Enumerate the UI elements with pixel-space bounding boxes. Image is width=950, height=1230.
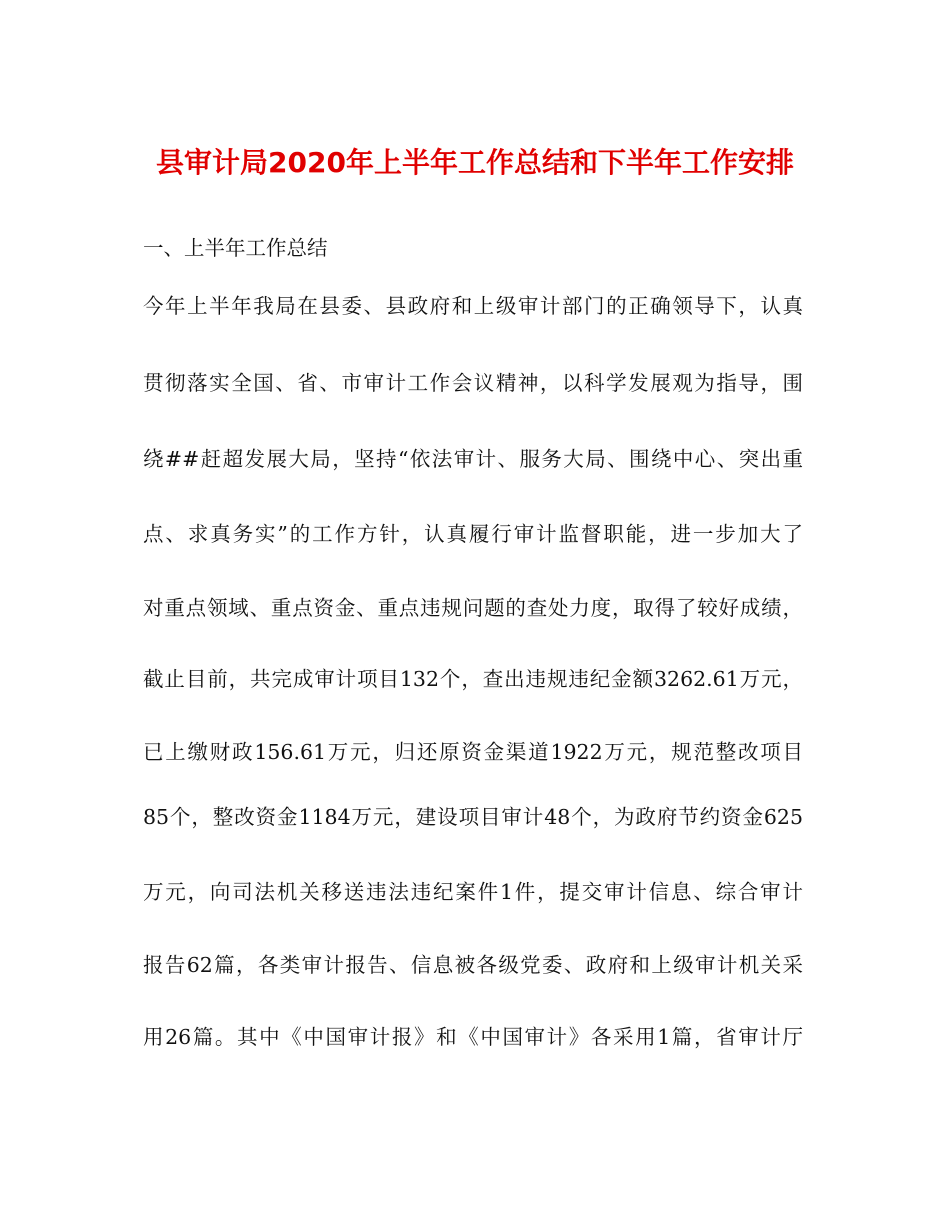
body-line: 报告62篇，各类审计报告、信息被各级党委、政府和上级审计机关采 — [143, 953, 803, 977]
body-line: 万元，向司法机关移送违法违纪案件1件，提交审计信息、综合审计 — [143, 880, 803, 904]
document-title: 县审计局2020年上半年工作总结和下半年工作安排 — [156, 146, 794, 179]
body-line: 贯彻落实全国、省、市审计工作会议精神，以科学发展观为指导，围 — [143, 371, 803, 395]
body-line: 对重点领域、重点资金、重点违规问题的查处力度，取得了较好成绩， — [143, 596, 803, 620]
body-line: 截止目前，共完成审计项目132个，查出违规违纪金额3262.61万元， — [143, 667, 803, 691]
body-line: 绕##赶超发展大局，坚持“依法审计、服务大局、围绕中心、突出重 — [143, 447, 803, 471]
body-line: 已上缴财政156.61万元，归还原资金渠道1922万元，规范整改项目 — [143, 740, 803, 764]
body-line: 85个，整改资金1184万元，建设项目审计48个，为政府节约资金625 — [143, 805, 803, 829]
body-line: 用26篇。其中《中国审计报》和《中国审计》各采用1篇，省审计厅 — [143, 1025, 803, 1049]
body-line: 今年上半年我局在县委、县政府和上级审计部门的正确领导下，认真 — [143, 294, 803, 318]
body-line: 点、求真务实”的工作方针，认真履行审计监督职能，进一步加大了 — [143, 522, 803, 546]
section-heading: 一、上半年工作总结 — [143, 236, 328, 260]
